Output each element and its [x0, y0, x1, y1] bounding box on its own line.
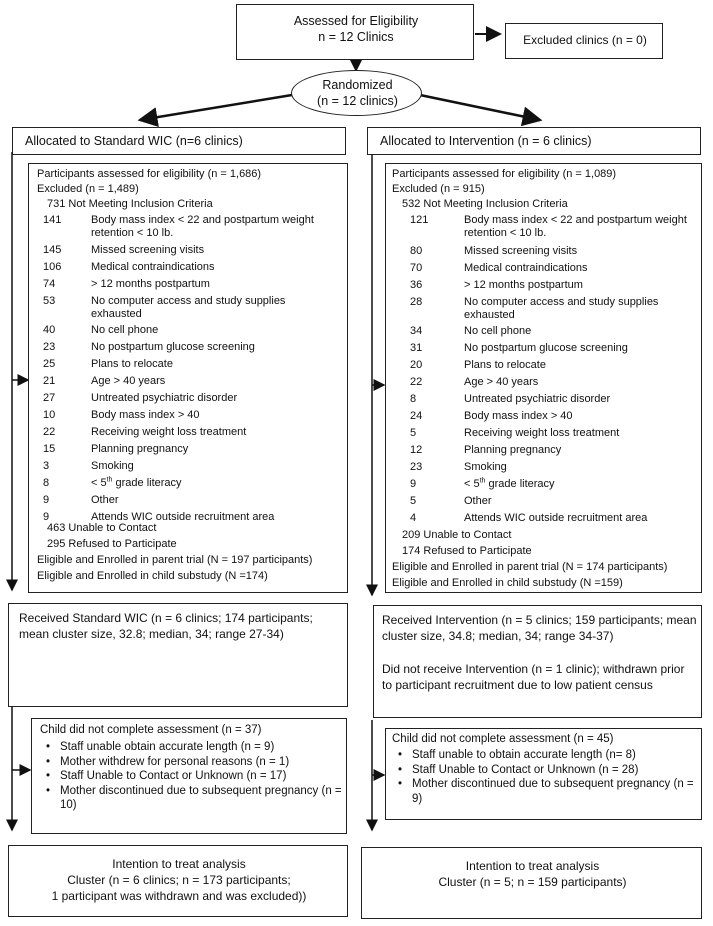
left-criterion-label: Missed screening visits — [91, 244, 205, 256]
left-criterion-count: 15 — [43, 443, 56, 455]
right-criterion-count: 80 — [410, 245, 423, 257]
randomized-title: Randomized — [322, 78, 393, 92]
arrow-to-intervention — [420, 95, 540, 120]
right-received-text: Received Intervention (n = 5 clinics; 159 participants; mean cluster size, 34.8; median, 34; range 34-37) — [382, 613, 697, 643]
ordinal-suffix: th — [479, 477, 486, 485]
left-criterion-count: 27 — [43, 392, 56, 404]
left-incomplete-box — [31, 718, 347, 834]
right-criterion-label: Attends WIC outside recruitment area — [464, 512, 648, 524]
right-criterion-label: Planning pregnancy — [464, 444, 562, 456]
left-excluded: Excluded (n = 1,489) — [37, 183, 139, 195]
right-itt-line1: Cluster (n = 5; n = 159 participants) — [438, 875, 627, 889]
excluded-clinics-text: Excluded clinics (n = 0) — [523, 33, 647, 47]
left-criterion-count: 106 — [43, 261, 62, 273]
right-criterion-count: 22 — [410, 376, 423, 388]
right-allocated-text: Allocated to Intervention (n = 6 clinics) — [380, 134, 592, 148]
right-criterion-label: No computer access and study supplies exhausted — [464, 296, 659, 321]
left-criterion-count: 145 — [43, 244, 62, 256]
right-criterion-count: 23 — [410, 461, 423, 473]
right-criterion-count: 9 — [410, 478, 417, 490]
right-criterion-label: Medical contraindications — [464, 262, 588, 274]
left-incomplete-list — [42, 740, 342, 813]
left-criterion-count: 21 — [43, 375, 56, 387]
right-excluded: Excluded (n = 915) — [392, 183, 485, 195]
right-incomplete-item: • Staff Unable to Contact or Unknown (n = 28) — [394, 763, 697, 778]
left-criterion-label: Other — [91, 494, 119, 506]
assessed-count: n = 12 Clinics — [318, 30, 394, 44]
right-criterion-label: < 5th grade literacy — [464, 477, 555, 490]
left-eligible-parent: Eligible and Enrolled in parent trial (N = 197 participants) — [37, 554, 313, 566]
right-allocated-box — [367, 127, 701, 155]
left-criterion-label: No computer access and study supplies exhausted — [91, 295, 286, 320]
assessed-box — [236, 4, 474, 60]
left-itt-box — [8, 845, 348, 917]
arrow-to-standard-wic — [140, 95, 292, 120]
left-received-box — [8, 603, 348, 707]
right-criterion-label: Smoking — [464, 461, 507, 473]
right-incomplete-item: • Staff unable to obtain accurate length (n= 8) — [394, 748, 697, 763]
left-allocated-box — [12, 127, 346, 155]
right-not-received-text: Did not receive Intervention (n = 1 clinic); withdrawn prior to participant recruitment due to low patient census — [382, 662, 685, 692]
right-received-box — [373, 605, 702, 718]
left-unable: 463 Unable to Contact — [47, 522, 157, 534]
right-criterion-count: 121 — [410, 214, 429, 226]
left-itt-line2: 1 participant was withdrawn and was excluded)) — [51, 889, 307, 903]
assessed-title: Assessed for Eligibility — [293, 14, 419, 28]
left-criterion-label: Body mass index > 40 — [91, 409, 200, 421]
left-incomplete-item: • Staff unable obtain accurate length (n = 9) — [42, 740, 342, 755]
right-incomplete-title: Child did not complete assessment (n = 45) — [392, 733, 614, 745]
left-criterion-count: 74 — [43, 278, 56, 290]
right-criterion-label: Missed screening visits — [464, 245, 578, 257]
left-criterion-count: 9 — [43, 494, 50, 506]
left-assessed: Participants assessed for eligibility (n = 1,686) — [37, 168, 262, 180]
left-itt-title: Intention to treat analysis — [112, 857, 246, 871]
left-incomplete-item: • Staff Unable to Contact or Unknown (n = 17) — [42, 769, 342, 784]
right-criterion-count: 4 — [410, 512, 417, 524]
right-criterion-count: 36 — [410, 279, 423, 291]
left-criterion-count: 23 — [43, 341, 56, 353]
left-allocated-text: Allocated to Standard WIC (n=6 clinics) — [25, 134, 243, 148]
left-not-meeting: 731 Not Meeting Inclusion Criteria — [47, 198, 213, 210]
right-assessed: Participants assessed for eligibility (n = 1,089) — [392, 168, 617, 180]
left-criterion-label: Plans to relocate — [91, 358, 173, 370]
left-criterion-count: 53 — [43, 295, 56, 307]
left-refused: 295 Refused to Participate — [47, 538, 177, 550]
excluded-clinics-box — [505, 23, 663, 59]
right-criterion-count: 70 — [410, 262, 423, 274]
left-criterion-count: 25 — [43, 358, 56, 370]
left-incomplete-item: • Mother discontinued due to subsequent pregnancy (n = 10) — [42, 784, 342, 813]
randomized-ellipse — [291, 70, 422, 116]
right-incomplete-list — [394, 748, 697, 806]
left-criterion-label: Body mass index < 22 and postpartum weight retention < 10 lb. — [91, 214, 314, 239]
right-incomplete-box — [385, 728, 702, 820]
left-criterion-count: 3 — [43, 460, 50, 472]
left-criterion-count: 10 — [43, 409, 56, 421]
left-criterion-count: 40 — [43, 324, 56, 336]
right-criterion-label: Other — [464, 495, 492, 507]
right-criterion-count: 24 — [410, 410, 423, 422]
left-criterion-label: Planning pregnancy — [91, 443, 189, 455]
right-criterion-count: 28 — [410, 296, 423, 308]
ordinal-suffix: th — [106, 476, 113, 484]
right-criterion-label: Age > 40 years — [464, 376, 539, 388]
left-eligible-child: Eligible and Enrolled in child substudy (N =174) — [37, 570, 268, 582]
right-criterion-label: Body mass index < 22 and postpartum weight retention < 10 lb. — [464, 214, 687, 239]
right-criterion-label: No postpartum glucose screening — [464, 342, 628, 354]
right-criterion-label: Plans to relocate — [464, 359, 546, 371]
left-criterion-label: Untreated psychiatric disorder — [91, 392, 238, 404]
right-criterion-count: 8 — [410, 393, 417, 405]
randomized-count: (n = 12 clinics) — [317, 94, 398, 108]
right-not-meeting: 532 Not Meeting Inclusion Criteria — [402, 198, 568, 210]
right-criterion-count: 12 — [410, 444, 423, 456]
left-incomplete-item: • Mother withdrew for personal reasons (n = 1) — [42, 755, 342, 770]
right-criterion-label: Receiving weight loss treatment — [464, 427, 620, 439]
left-criterion-label: No cell phone — [91, 324, 159, 336]
right-eligible-parent: Eligible and Enrolled in parent trial (N = 174 participants) — [392, 561, 668, 573]
left-criterion-count: 9 — [43, 511, 50, 523]
left-itt-line1: Cluster (n = 6 clinics; n = 173 participants; — [67, 873, 291, 887]
left-criterion-label: Smoking — [91, 460, 134, 472]
left-criterion-label: Medical contraindications — [91, 261, 215, 273]
left-criterion-label: Attends WIC outside recruitment area — [91, 511, 275, 523]
left-criterion-count: 141 — [43, 214, 62, 226]
right-refused: 174 Refused to Participate — [402, 545, 532, 557]
right-criterion-count: 34 — [410, 325, 423, 337]
left-received-text: Received Standard WIC (n = 6 clinics; 174 participants; mean cluster size, 32.8; median, 34; range 27-34) — [19, 611, 313, 641]
left-criterion-label: Age > 40 years — [91, 375, 166, 387]
right-criterion-label: > 12 months postpartum — [464, 279, 583, 291]
right-criterion-label: Body mass index > 40 — [464, 410, 573, 422]
right-eligible-child: Eligible and Enrolled in child substudy (N =159) — [392, 577, 623, 589]
right-criterion-count: 5 — [410, 427, 417, 439]
left-incomplete-title: Child did not complete assessment (n = 37) — [40, 724, 262, 736]
left-criterion-label: > 12 months postpartum — [91, 278, 210, 290]
right-criterion-count: 5 — [410, 495, 417, 507]
right-unable: 209 Unable to Contact — [402, 529, 512, 541]
right-itt-title: Intention to treat analysis — [465, 859, 600, 873]
left-criterion-count: 22 — [43, 426, 56, 438]
right-criterion-label: No cell phone — [464, 325, 532, 337]
right-eligibility-box — [385, 163, 702, 593]
right-itt-box — [361, 847, 702, 919]
right-criterion-count: 20 — [410, 359, 423, 371]
right-incomplete-item: • Mother discontinued due to subsequent pregnancy (n = 9) — [394, 777, 697, 806]
left-eligibility-box — [28, 163, 348, 593]
right-criterion-label: Untreated psychiatric disorder — [464, 393, 611, 405]
right-criterion-count: 31 — [410, 342, 423, 354]
left-criterion-count: 8 — [43, 477, 50, 489]
left-criterion-label: Receiving weight loss treatment — [91, 426, 247, 438]
left-criterion-label: < 5th grade literacy — [91, 476, 182, 489]
left-criterion-label: No postpartum glucose screening — [91, 341, 255, 353]
